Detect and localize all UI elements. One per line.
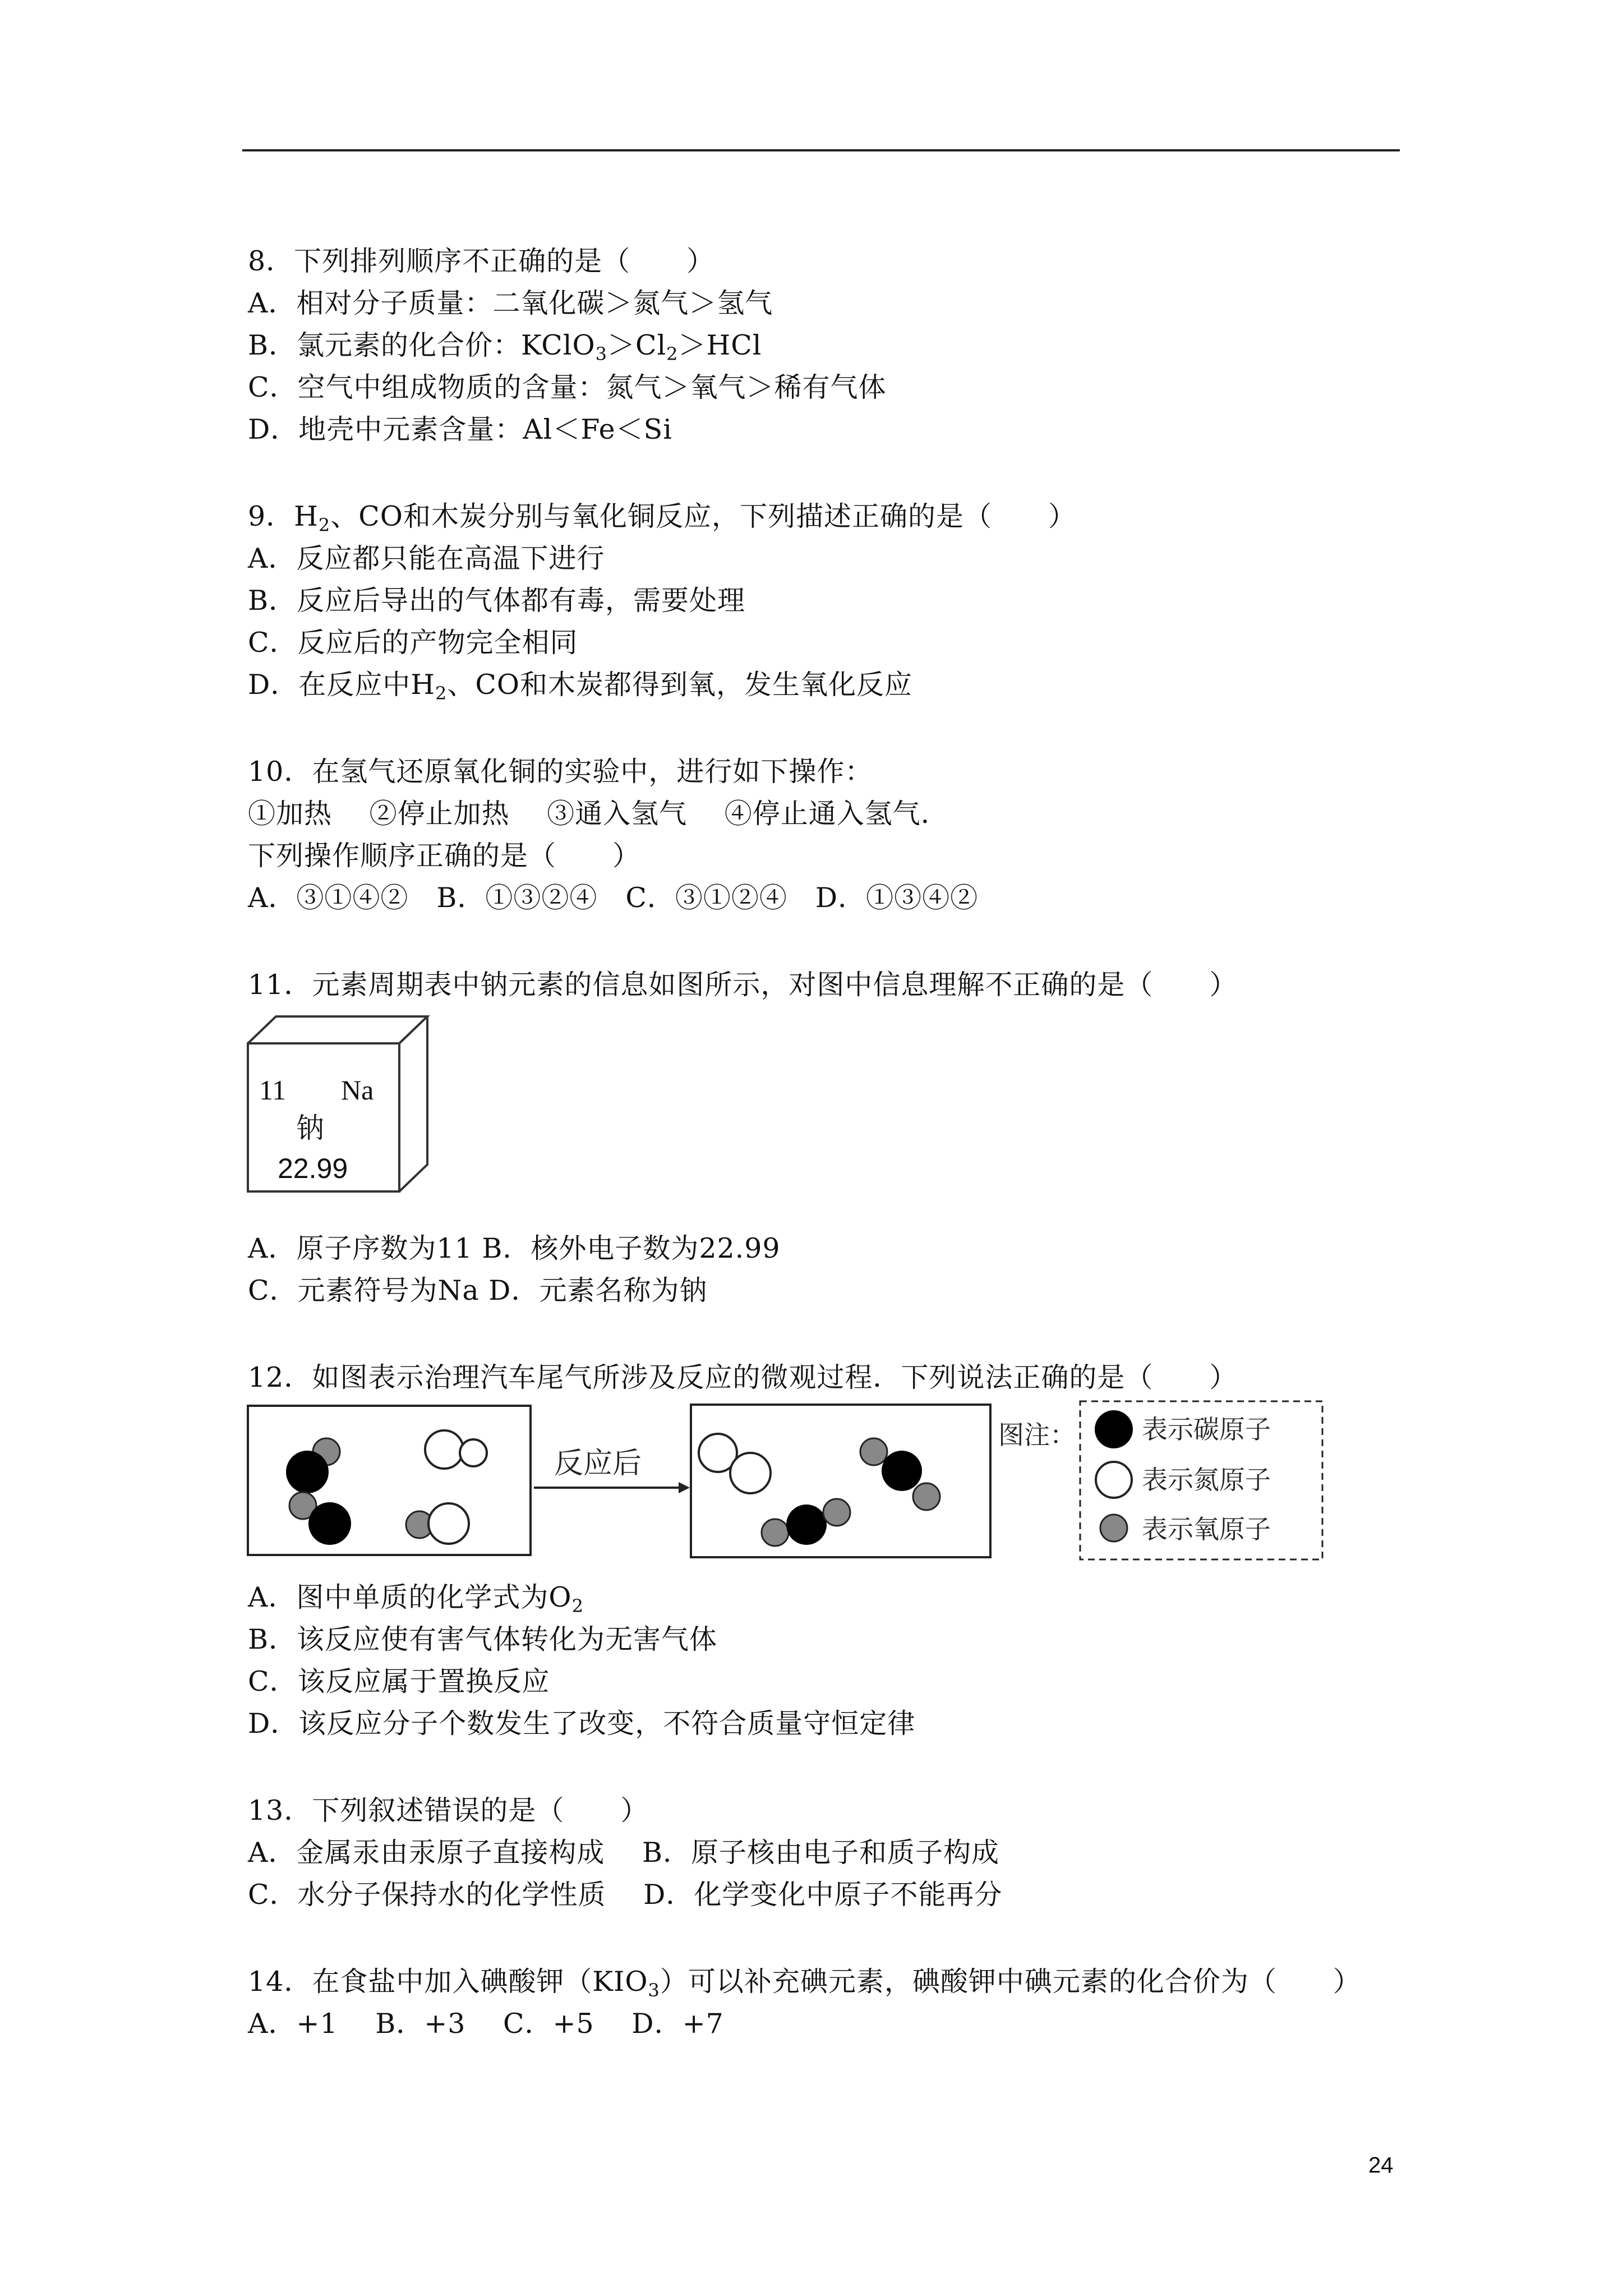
element-symbol: Na <box>341 1074 374 1106</box>
q8-option-a: A．相对分子质量：二氧化碳＞氮气＞氢气 <box>248 287 773 319</box>
q9-option-a: A．反应都只能在高温下进行 <box>248 542 605 574</box>
legend-oxygen: 表示氧原子 <box>1142 1514 1271 1544</box>
header-rule <box>242 149 1400 151</box>
q13-stem: 13．下列叙述错误的是（ ） <box>248 1795 649 1826</box>
q14-stem: 14．在食盐中加入碘酸钾$(KIO_3)$可以补充碘元素，碘酸钾中碘元素的化合价为（ ） <box>248 1966 1361 2001</box>
q8-stem: 8．下列排列顺序不正确的是（ ） <box>248 245 715 277</box>
q9-option-c: C．反应后的产物完全相同 <box>248 627 578 659</box>
q13-options-ab: A．金属汞由汞原子直接构成 B．原子核由电子和质子构成 <box>248 1837 999 1869</box>
legend-carbon: 表示碳原子 <box>1142 1414 1271 1444</box>
q9-option-b: B．反应后导出的气体都有毒，需要处理 <box>248 585 746 616</box>
q9-stem: 9．$H_2$、CO和木炭分别与氧化铜反应，下列描述正确的是（ ） <box>248 500 1076 536</box>
q9-option-d: D．在反应中$H_2$、CO和木炭都得到氧，发生氧化反应 <box>248 669 913 704</box>
q12-option-a: A．图中单质的化学式为$O_2$ <box>248 1581 584 1617</box>
q13-options-cd: C．水分子保持水的化学性质 D．化学变化中原子不能再分 <box>248 1879 1003 1911</box>
q11-options-ab: A．原子序数为11 B．核外电子数为22.99 <box>248 1232 781 1264</box>
carbon-atom-icon <box>1095 1410 1133 1448</box>
element-mass: 22.99 <box>278 1153 348 1184</box>
q8-option-d: D．地壳中元素含量：Al＜Fe＜Si <box>248 413 672 445</box>
q12-option-d: D．该反应分子个数发生了改变，不符合质量守恒定律 <box>248 1708 916 1740</box>
nitrogen-atom-icon <box>1096 1462 1132 1498</box>
element-name: 钠 <box>296 1112 324 1144</box>
sodium-element-card <box>247 1015 432 1193</box>
legend-title: 图注： <box>998 1420 1076 1450</box>
q8-option-b: B．氯元素的化合价：$KClO_3>Cl_2>HCl$ <box>248 329 762 365</box>
q11-stem: 11．元素周期表中钠元素的信息如图所示，对图中信息理解不正确的是（ ） <box>248 969 1238 1001</box>
q14-options: A．+1 B．+3 C．+5 D．+7 <box>248 2008 724 2040</box>
element-atomic-number: 11 <box>259 1074 287 1106</box>
legend-nitrogen: 表示氮原子 <box>1142 1465 1271 1495</box>
q10-options: A．③①④② B．①③②④ C．③①②④ D．①③④② <box>248 882 979 914</box>
q8-option-c: C．空气中组成物质的含量：氮气＞氧气＞稀有气体 <box>248 371 887 403</box>
oxygen-atom-icon <box>1100 1515 1127 1542</box>
q10-ask: 下列操作顺序正确的是（ ） <box>248 840 641 872</box>
q10-stem: 10．在氢气还原氧化铜的实验中，进行如下操作： <box>248 756 873 788</box>
q10-operations: ①加热 ②停止加热 ③通入氢气 ④停止通入氢气． <box>248 798 949 830</box>
reaction-diagram <box>247 1400 1329 1563</box>
page-number: 24 <box>1368 2153 1394 2178</box>
q11-options-cd: C．元素符号为Na D．元素名称为钠 <box>248 1274 708 1306</box>
q12-option-c: C．该反应属于置换反应 <box>248 1665 550 1697</box>
arrow-label: 反应后 <box>554 1447 642 1480</box>
q12-stem: 12．如图表示治理汽车尾气所涉及反应的微观过程．下列说法正确的是（ ） <box>248 1361 1238 1393</box>
q12-option-b: B．该反应使有害气体转化为无害气体 <box>248 1623 718 1655</box>
